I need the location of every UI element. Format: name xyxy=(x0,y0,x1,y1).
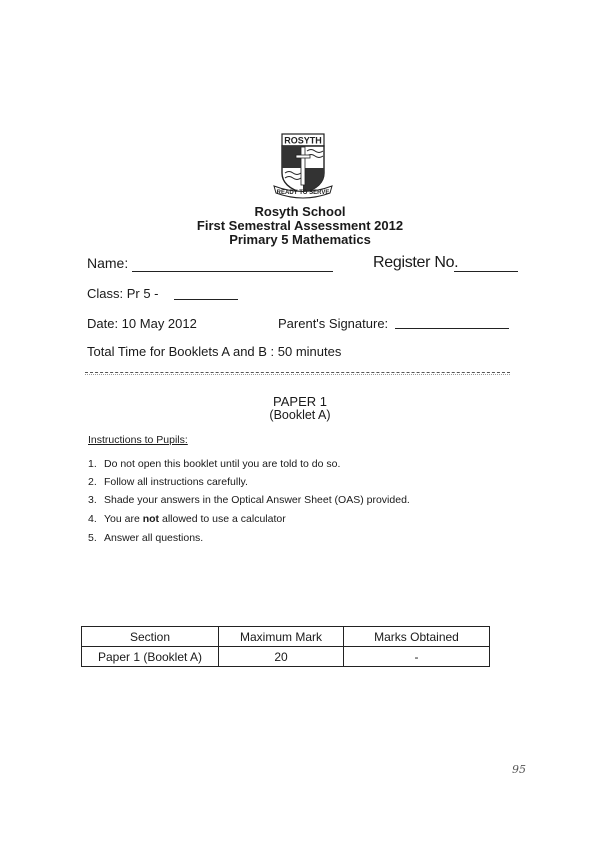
total-time: Total Time for Booklets A and B : 50 minutes xyxy=(87,344,342,359)
instruction-item: 1. Do not open this booklet until you are told to do so. xyxy=(88,458,341,470)
class-blank xyxy=(174,299,238,300)
instructions-heading: Instructions to Pupils: xyxy=(88,434,188,446)
signature-blank xyxy=(395,328,509,329)
register-blank xyxy=(454,271,518,272)
name-blank xyxy=(132,271,333,272)
subject-title: Primary 5 Mathematics xyxy=(229,232,371,247)
school-name: Rosyth School xyxy=(254,204,346,219)
crest-motto: READY TO SERVE xyxy=(276,190,330,196)
paper-title: PAPER 1 xyxy=(273,394,327,409)
table-cell: 20 xyxy=(219,647,344,667)
table-cell: - xyxy=(344,647,490,667)
date-label: Date: 10 May 2012 xyxy=(87,316,197,331)
header-cell: Marks Obtained xyxy=(344,627,490,647)
marks-table xyxy=(81,626,490,667)
signature-label: Parent's Signature: xyxy=(278,316,389,331)
register-label: Register No. xyxy=(373,254,459,271)
instruction-item: 2. Follow all instructions carefully. xyxy=(88,476,248,488)
page-number: 95 xyxy=(512,763,526,776)
booklet-label: (Booklet A) xyxy=(269,408,331,422)
crest-top-text: ROSYTH xyxy=(284,135,322,146)
header-cell: Maximum Mark xyxy=(219,627,344,647)
class-label: Class: Pr 5 - xyxy=(87,286,159,301)
assessment-title: First Semestral Assessment 2012 xyxy=(196,218,404,233)
table-cell: Paper 1 (Booklet A) xyxy=(82,647,219,667)
instruction-item: 3. Shade your answers in the Optical Answer Sheet (OAS) provided. xyxy=(88,494,410,506)
instruction-item: 5. Answer all questions. xyxy=(88,532,204,544)
table-row xyxy=(82,647,490,667)
school-crest-logo xyxy=(270,133,336,199)
instruction-item: 4. You are not allowed to use a calculator xyxy=(88,513,286,525)
divider-line-secondary xyxy=(85,374,510,375)
table-header-row xyxy=(82,627,490,647)
header-cell: Section xyxy=(82,627,219,647)
name-label: Name: xyxy=(87,255,129,271)
divider-line xyxy=(85,372,510,373)
